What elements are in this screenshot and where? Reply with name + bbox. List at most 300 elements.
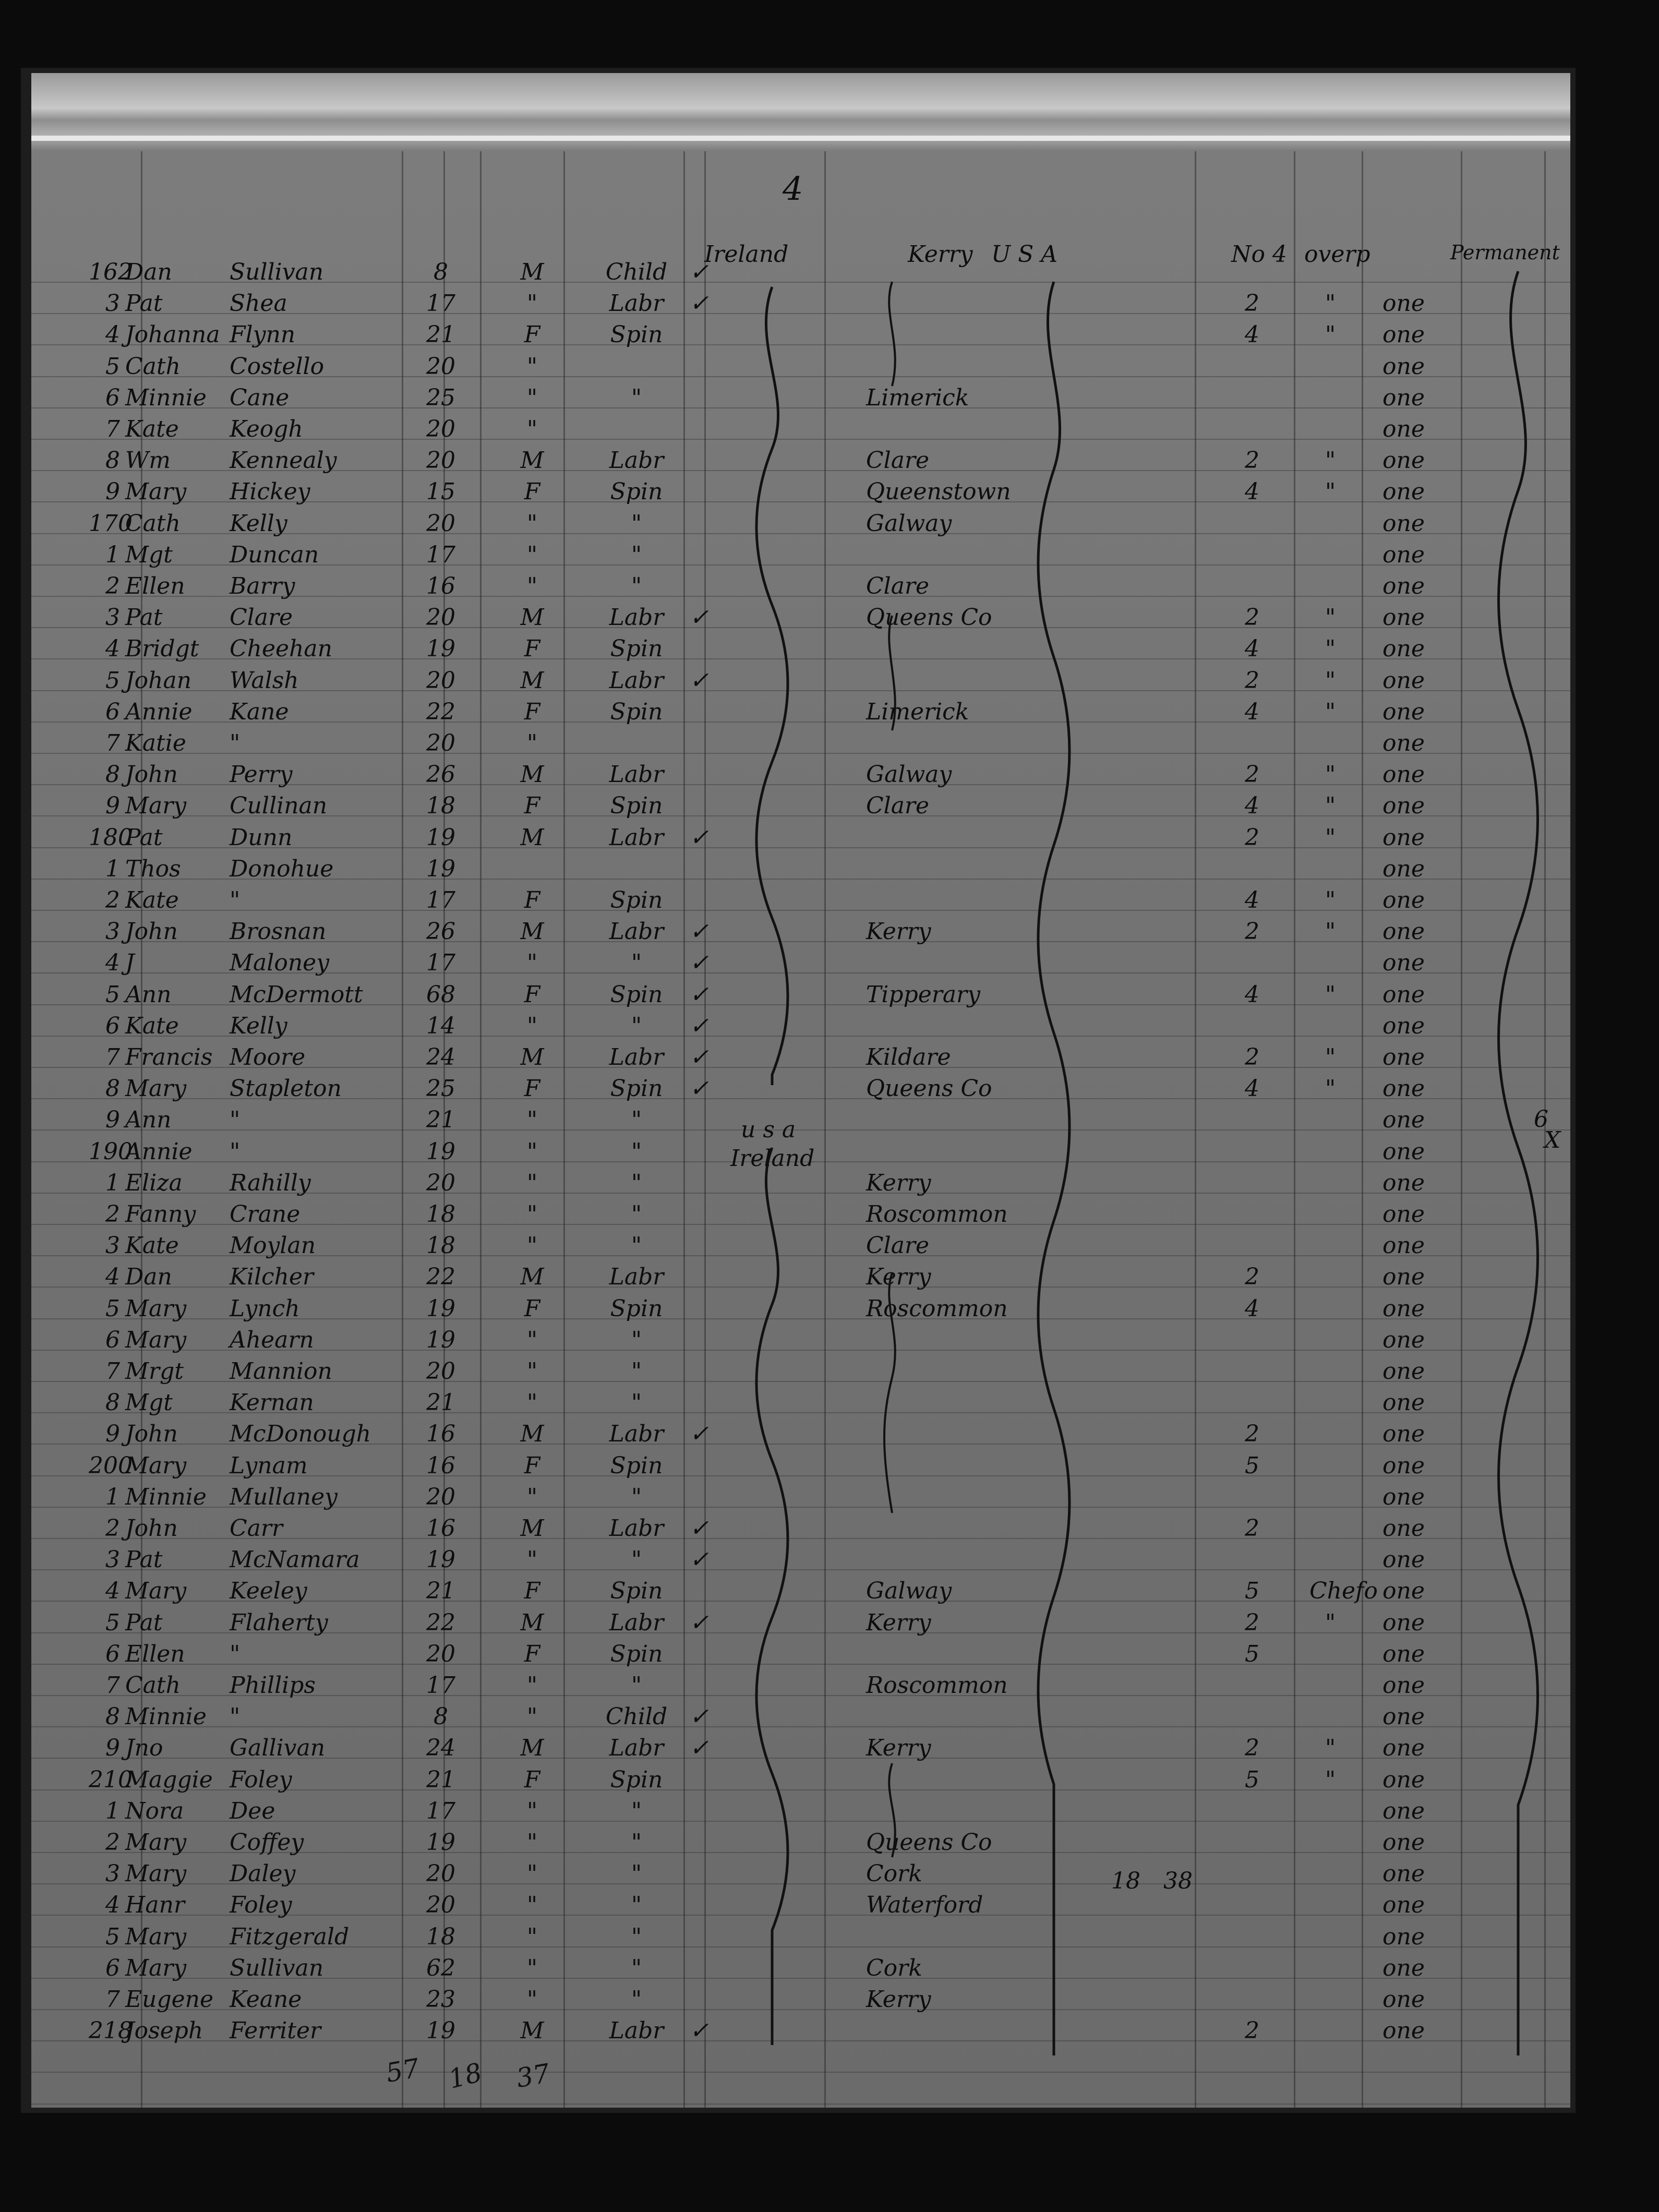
ticket-class: 2 [1245,447,1259,474]
entry-number: 7 [105,730,120,756]
given-name: Dan [125,1264,172,1291]
entry-number: 162 [89,259,133,285]
occupation: Labr [609,918,664,945]
ticket-class: 2 [1245,2017,1259,2045]
sex: M [520,1609,544,1636]
sex: " [526,1107,538,1134]
surname: Perry [230,761,293,788]
class-mark: " [1325,792,1336,820]
occupation: Spin [610,1452,663,1479]
class-mark: " [1325,698,1336,725]
check-mark: ✓ [689,1012,709,1039]
occupation: Labr [609,1609,664,1636]
margin-note-ireland: Ireland [730,1145,815,1172]
sex: " [526,1797,538,1824]
occupation: Spin [610,887,663,913]
occupation: Labr [609,290,664,317]
ditto-line-county-2 [889,616,895,730]
age: 20 [426,1860,455,1888]
age: 21 [426,1578,455,1605]
age: 17 [426,949,455,977]
county: Kerry [866,1986,931,2013]
sex: " [526,1954,538,1981]
sex: " [526,1986,538,2013]
age: 20 [426,1169,455,1196]
age: 20 [426,416,455,442]
destination: one [1383,1672,1425,1699]
class-mark: " [1325,824,1336,851]
check-mark: ✓ [689,824,709,851]
entry-number: 9 [105,1735,120,1762]
given-name: Mary [125,1295,187,1322]
check-mark: ✓ [689,1735,709,1762]
age: 19 [426,635,455,663]
age: 18 [426,792,455,820]
age: 20 [426,447,455,474]
destination: one [1383,635,1425,663]
age: 21 [426,321,455,348]
class-mark: " [1325,635,1336,663]
occupation: " [631,1672,642,1699]
given-name: Eugene [125,1986,214,2013]
occupation: Labr [609,604,664,631]
given-name: Jno [125,1735,163,1762]
surname: Carr [230,1515,283,1542]
ticket-class: 2 [1245,1609,1259,1636]
age: 19 [426,824,455,851]
surname: Ahearn [230,1326,314,1353]
entry-number: 6 [105,384,120,411]
county: Galway [866,761,952,788]
entry-number: 5 [105,353,120,380]
occupation: " [631,1986,642,2013]
ditto-line-ireland-2 [756,1148,788,2045]
occupation: Spin [610,1640,663,1667]
ticket-class: 4 [1245,635,1259,663]
destination: one [1383,1169,1425,1196]
occupation: " [631,1012,642,1039]
age: 16 [426,1515,455,1542]
ticket-class: 2 [1245,290,1259,317]
occupation: Child [605,259,668,285]
sex: " [526,1829,538,1856]
destination: one [1383,384,1425,411]
entry-number: 4 [105,949,120,977]
sex: M [520,259,544,285]
occupation: " [631,949,642,977]
surname: Flynn [230,321,296,348]
sex: M [520,1044,544,1071]
entry-number: 200 [89,1452,133,1479]
sex: F [524,1075,540,1102]
age: 20 [426,1358,455,1385]
occupation: Spin [610,981,663,1008]
county: Kerry [866,918,931,945]
sex: " [526,1672,538,1699]
occupation: Labr [609,761,664,788]
margin-note-x: X [1544,1127,1561,1153]
given-name: Cath [125,353,181,380]
sex: " [526,1892,538,1919]
given-name: Eliza [125,1169,183,1196]
given-name: Mary [125,1452,187,1479]
sex: F [524,321,540,348]
entry-number: 3 [105,604,120,631]
entry-number: 6 [105,1954,120,1981]
class-mark: " [1325,1075,1336,1102]
ditto-line-usa [1038,282,1069,2055]
surname: Walsh [230,667,299,694]
destination: one [1383,792,1425,820]
destination: one [1383,1044,1425,1071]
given-name: John [125,1421,178,1448]
sex: " [526,1169,538,1196]
destination: one [1383,1578,1425,1605]
occupation: Spin [610,1766,663,1793]
occupation: " [631,1797,642,1824]
surname: Dee [230,1797,275,1824]
occupation: " [631,1138,642,1165]
surname: Flaherty [230,1609,328,1636]
occupation: Labr [609,1515,664,1542]
given-name: Pat [125,604,163,631]
margin-note-six: 6 [1534,1106,1548,1133]
given-name: Kate [125,416,179,442]
entry-number: 8 [105,761,120,788]
entry-number: 7 [105,1986,120,2013]
given-name: Kate [125,1232,179,1259]
sex: F [524,1766,540,1793]
entry-number: 9 [105,792,120,820]
sex: " [526,510,538,537]
age: 20 [426,353,455,380]
county: Kerry [866,1735,931,1762]
given-name: John [125,1515,178,1542]
age: 22 [426,1264,455,1291]
occupation: Spin [610,792,663,820]
age: 19 [426,1138,455,1165]
destination: one [1383,2017,1425,2045]
age: 14 [426,1012,455,1039]
surname: Keeley [230,1578,307,1605]
class-mark: " [1325,667,1336,694]
age: 21 [426,1389,455,1416]
surname: Cheehan [230,635,332,663]
county: Galway [866,510,952,537]
ticket-class: 5 [1245,1640,1259,1667]
destination: one [1383,416,1425,442]
given-name: Mary [125,1326,187,1353]
county: Kerry [866,1169,931,1196]
destination: one [1383,290,1425,317]
header-destination: U S A [991,241,1057,268]
header-permanent: Permanent [1450,241,1560,264]
county: Cork [866,1954,922,1981]
surname: Keane [230,1986,302,2013]
occupation: " [631,1107,642,1134]
entry-number: 6 [105,1640,120,1667]
surname: Keogh [230,416,303,442]
occupation: Labr [609,824,664,851]
county: Galway [866,1578,952,1605]
sex: " [526,1138,538,1165]
given-name: Francis [125,1044,213,1071]
age: 17 [426,1797,455,1824]
class-mark: " [1325,1735,1336,1762]
occupation: " [631,1829,642,1856]
entry-number: 8 [105,1075,120,1102]
entry-number: 7 [105,1672,120,1699]
surname: Brosnan [230,918,327,945]
surname: Costello [230,353,324,380]
ditto-line-county-1 [889,282,895,386]
check-mark: ✓ [689,1075,709,1102]
age: 20 [426,1892,455,1919]
occupation: Spin [610,635,663,663]
class-mark: " [1325,478,1336,506]
sex: M [520,1515,544,1542]
ticket-class: 2 [1245,918,1259,945]
age: 20 [426,730,455,756]
surname: Cane [230,384,290,411]
surname: Cullinan [230,792,328,820]
given-name: John [125,918,178,945]
entry-number: 3 [105,1860,120,1888]
age: 16 [426,1421,455,1448]
entry-number: 180 [89,824,133,851]
sex: " [526,1860,538,1888]
sex: " [526,1012,538,1039]
sex: " [526,1923,538,1950]
entry-number: 6 [105,1326,120,1353]
age: 8 [434,259,448,285]
entry-number: 2 [105,1201,120,1228]
given-name: Mary [125,1860,187,1888]
occupation: Labr [609,2017,664,2045]
age: 62 [426,1954,455,1981]
ticket-class: 5 [1245,1766,1259,1793]
occupation: " [631,573,642,599]
sex: " [526,1232,538,1259]
sex: F [524,1295,540,1322]
ticket-class: 4 [1245,698,1259,725]
occupation: " [631,1201,642,1228]
given-name: Mary [125,1578,187,1605]
age: 19 [426,1295,455,1322]
surname: Clare [230,604,293,631]
occupation: " [631,1358,642,1385]
ticket-class: 4 [1245,478,1259,506]
age: 17 [426,1672,455,1699]
given-name: Mary [125,1829,187,1856]
margin-note-18: 18 [1111,1868,1140,1894]
destination: one [1383,887,1425,913]
age: 23 [426,1986,455,2013]
occupation: Labr [609,1421,664,1448]
given-name: Mary [125,792,187,820]
destination: one [1383,1138,1425,1165]
destination: one [1383,1232,1425,1259]
age: 26 [426,761,455,788]
age: 19 [426,1829,455,1856]
age: 20 [426,667,455,694]
surname: Lynam [230,1452,308,1479]
occupation: " [631,1860,642,1888]
entry-number: 4 [105,1892,120,1919]
sex: M [520,2017,544,2045]
age: 25 [426,384,455,411]
surname: " [230,1107,241,1134]
given-name: Ann [125,1107,172,1134]
county: Waterford [866,1892,983,1919]
destination: one [1383,1640,1425,1667]
occupation: " [631,1892,642,1919]
county: Queens Co [866,1829,992,1856]
sex: F [524,887,540,913]
given-name: J [125,949,135,977]
entry-number: 190 [89,1138,133,1165]
surname: Lynch [230,1295,300,1322]
occupation: Spin [610,1295,663,1322]
entry-number: 6 [105,698,120,725]
sex: M [520,447,544,474]
ticket-class: 4 [1245,1075,1259,1102]
given-name: Pat [125,1546,163,1573]
given-name: Hanr [125,1892,185,1919]
destination: one [1383,855,1425,882]
sex: " [526,1358,538,1385]
destination: one [1383,1860,1425,1888]
check-mark: ✓ [689,918,709,945]
destination: one [1383,1829,1425,1856]
ticket-class: 2 [1245,824,1259,851]
entry-number: 5 [105,1609,120,1636]
county: Queens Co [866,1075,992,1102]
given-name: Ellen [125,1640,185,1667]
surname: Foley [230,1766,292,1793]
age: 17 [426,887,455,913]
sex: F [524,635,540,663]
age: 16 [426,573,455,599]
age: 19 [426,1546,455,1573]
destination: one [1383,541,1425,568]
check-mark: ✓ [689,1609,709,1636]
surname: Duncan [230,541,319,568]
sex: " [526,416,538,442]
occupation: Spin [610,478,663,506]
ticket-class: 4 [1245,981,1259,1008]
class-mark: " [1325,1766,1336,1793]
entry-number: 6 [105,1012,120,1039]
age: 20 [426,1483,455,1510]
footer-tally-3: 37 [514,2058,552,2094]
class-mark: " [1325,321,1336,348]
entry-number: 1 [105,1169,120,1196]
ticket-class: 4 [1245,887,1259,913]
ticket-class: 4 [1245,321,1259,348]
occupation: " [631,1483,642,1510]
ticket-class: 2 [1245,1044,1259,1071]
county: Kerry [866,1609,931,1636]
surname: Foley [230,1892,292,1919]
check-mark: ✓ [689,1515,709,1542]
sex: " [526,541,538,568]
age: 19 [426,2017,455,2045]
sex: M [520,1264,544,1291]
destination: one [1383,1295,1425,1322]
entry-number: 3 [105,290,120,317]
surname: Moylan [230,1232,316,1259]
sex: " [526,290,538,317]
entry-number: 4 [105,321,120,348]
header-country: Ireland [704,241,789,268]
ticket-class: 2 [1245,1421,1259,1448]
given-name: Bridgt [125,635,199,663]
sex: F [524,1640,540,1667]
given-name: Mary [125,1075,187,1102]
header-county: Kerry [908,241,973,268]
surname: Stapleton [230,1075,342,1102]
entry-number: 7 [105,1044,120,1071]
occupation: Spin [610,1075,663,1102]
destination: one [1383,1075,1425,1102]
given-name: Wm [125,447,171,474]
surname: Donohue [230,855,334,882]
destination: one [1383,1389,1425,1416]
sex: F [524,792,540,820]
county: Clare [866,447,930,474]
surname: " [230,1640,241,1667]
surname: Shea [230,290,287,317]
destination: one [1383,573,1425,599]
class-mark: " [1325,290,1336,317]
sex: M [520,761,544,788]
surname: Daley [230,1860,296,1888]
surname: Crane [230,1201,300,1228]
ticket-class: 2 [1245,1264,1259,1291]
check-mark: ✓ [689,604,709,631]
county: Clare [866,1232,930,1259]
occupation: " [631,510,642,537]
surname: Phillips [230,1672,316,1699]
given-name: Ellen [125,573,185,599]
entry-number: 210 [89,1766,133,1793]
given-name: Pat [125,824,163,851]
county: Roscommon [866,1201,1008,1228]
destination: one [1383,1326,1425,1353]
entry-number: 2 [105,1515,120,1542]
given-name: Ann [125,981,172,1008]
destination: one [1383,478,1425,506]
margin-note-38: 38 [1163,1868,1193,1894]
entry-number: 3 [105,918,120,945]
sex: " [526,384,538,411]
destination: one [1383,1703,1425,1730]
destination: one [1383,1452,1425,1479]
destination: one [1383,698,1425,725]
occupation: " [631,1546,642,1573]
sex: " [526,1326,538,1353]
occupation: Spin [610,1578,663,1605]
surname: McDermott [230,981,363,1008]
destination: one [1383,1012,1425,1039]
destination: one [1383,447,1425,474]
surname: Barry [230,573,295,599]
given-name: Mary [125,478,187,506]
destination: one [1383,1797,1425,1824]
occupation: Child [605,1703,668,1730]
destination: one [1383,1735,1425,1762]
